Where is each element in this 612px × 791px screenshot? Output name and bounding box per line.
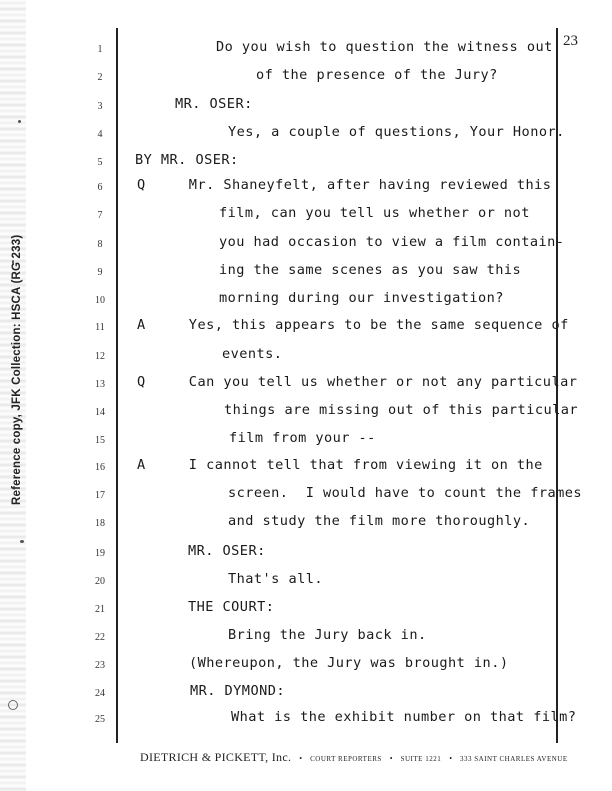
line-text: of the presence of the Jury?	[256, 67, 498, 83]
line-text: film from your --	[229, 430, 376, 446]
transcript-line	[0, 96, 612, 118]
page-footer	[140, 748, 568, 766]
line-number: 20	[95, 576, 105, 587]
line-number: 1	[97, 44, 103, 55]
line-text: A Yes, this appears to be the same sequence of	[137, 317, 569, 333]
transcript-line	[0, 39, 612, 61]
line-text: MR. OSER:	[175, 96, 253, 112]
line-text: events.	[222, 346, 283, 362]
separator-dot: •	[449, 754, 453, 763]
line-text: ing the same scenes as you saw this	[219, 262, 522, 278]
line-text: screen. I would have to count the frames	[228, 485, 582, 501]
transcript-line	[0, 374, 612, 396]
line-number: 22	[95, 632, 105, 643]
transcript-line	[0, 317, 612, 339]
line-number: 5	[97, 157, 103, 168]
line-text: you had occasion to view a film contain-	[219, 234, 565, 250]
transcript-line	[0, 402, 612, 424]
footer-dept: COURT REPORTERS	[310, 755, 382, 763]
line-number: 3	[97, 101, 103, 112]
line-text: That's all.	[228, 571, 323, 587]
transcript-line	[0, 543, 612, 565]
transcript-line	[0, 709, 612, 731]
line-text: things are missing out of this particular	[224, 402, 578, 418]
line-text: MR. DYMOND:	[190, 683, 285, 699]
transcript-line	[0, 177, 612, 199]
transcript-line	[0, 290, 612, 312]
line-text: Yes, a couple of questions, Your Honor.	[228, 124, 565, 140]
line-number: 25	[95, 714, 105, 725]
footer-suite: SUITE 1221	[400, 755, 442, 763]
separator-dot: •	[389, 754, 393, 763]
line-text: and study the film more thoroughly.	[228, 513, 531, 529]
transcript-line	[0, 655, 612, 677]
transcript-line	[0, 234, 612, 256]
transcript-line	[0, 599, 612, 621]
transcript-line	[0, 485, 612, 507]
line-number: 14	[95, 407, 105, 418]
line-number: 8	[97, 239, 103, 250]
transcript-line	[0, 262, 612, 284]
line-number: 23	[95, 660, 105, 671]
transcript-line	[0, 457, 612, 479]
page-number: 23	[563, 33, 578, 49]
line-number: 11	[95, 322, 105, 333]
line-text: A I cannot tell that from viewing it on the	[137, 457, 543, 473]
line-text: (Whereupon, the Jury was brought in.)	[189, 655, 509, 671]
transcript-line	[0, 152, 612, 174]
line-text: THE COURT:	[188, 599, 275, 615]
line-text: BY MR. OSER:	[135, 152, 239, 168]
line-number: 15	[95, 435, 105, 446]
line-number: 9	[97, 267, 103, 278]
line-text: Do you wish to question the witness out	[216, 39, 553, 55]
line-number: 12	[95, 351, 105, 362]
line-number: 6	[97, 182, 103, 193]
line-number: 16	[95, 462, 105, 473]
line-text: What is the exhibit number on that film?	[231, 709, 577, 725]
line-text: film, can you tell us whether or not	[219, 205, 530, 221]
line-text: Q Mr. Shaneyfelt, after having reviewed this	[137, 177, 552, 193]
separator-dot: •	[299, 754, 303, 763]
line-number: 18	[95, 518, 105, 529]
line-number: 17	[95, 490, 105, 501]
line-number: 7	[97, 210, 103, 221]
footer-address: 333 SAINT CHARLES AVENUE	[460, 755, 568, 763]
firm-name: DIETRICH & PICKETT, Inc.	[140, 750, 292, 764]
line-number: 21	[95, 604, 105, 615]
line-number: 24	[95, 688, 105, 699]
line-number: 19	[95, 548, 105, 559]
line-text: MR. OSER:	[188, 543, 266, 559]
transcript-line	[0, 67, 612, 89]
transcript-line	[0, 571, 612, 593]
transcript-line	[0, 430, 612, 452]
line-number: 10	[95, 295, 105, 306]
line-number: 4	[97, 129, 103, 140]
transcript-line	[0, 205, 612, 227]
reference-stamp: Reference copy, JFK Collection: HSCA (RG 233)	[11, 234, 23, 505]
scan-speck	[18, 120, 21, 123]
line-text: Bring the Jury back in.	[228, 627, 427, 643]
transcript-line	[0, 627, 612, 649]
line-number: 2	[97, 72, 103, 83]
transcript-line	[0, 683, 612, 705]
line-text: Q Can you tell us whether or not any particular	[137, 374, 578, 390]
transcript-line	[0, 346, 612, 368]
line-number: 13	[95, 379, 105, 390]
transcript-line	[0, 124, 612, 146]
line-text: morning during our investigation?	[219, 290, 504, 306]
transcript-line	[0, 513, 612, 535]
